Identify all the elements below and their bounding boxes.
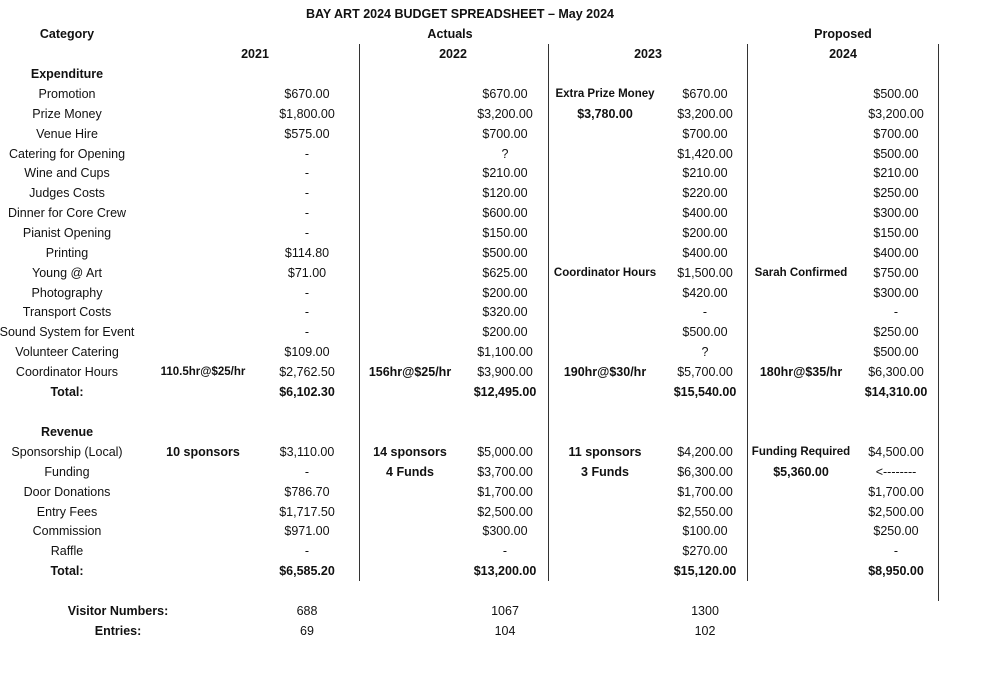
year-header-2024: 2024 (829, 47, 857, 61)
value-cell: $3,900.00 (477, 364, 533, 379)
value-cell: - (702, 305, 708, 320)
note-cell: 156hr@$25/hr (368, 364, 452, 379)
row-label: Young @ Art (32, 265, 102, 280)
value-cell: - (304, 225, 310, 240)
value-cell: ? (701, 345, 709, 360)
row-label: Venue Hire (36, 126, 98, 141)
row-label: Dinner for Core Crew (7, 206, 127, 221)
value-cell: $3,110.00 (279, 445, 335, 459)
value-cell: $15,540.00 (673, 385, 737, 399)
value-cell: $1,800.00 (279, 106, 335, 121)
column-divider (747, 44, 748, 581)
value-cell: $4,500.00 (868, 445, 924, 459)
note-cell: 3 Funds (581, 464, 629, 479)
value-cell: $6,300.00 (868, 364, 924, 379)
value-cell: $420.00 (682, 285, 728, 300)
row-label: Catering for Opening (8, 146, 126, 161)
value-cell: $700.00 (482, 126, 528, 141)
value-cell: $250.00 (873, 186, 919, 201)
note-cell: $5,360.00 (773, 464, 829, 479)
stat-value: 1300 (691, 604, 719, 618)
year-header-2021: 2021 (241, 47, 269, 61)
value-cell: $575.00 (284, 126, 330, 141)
value-cell: $2,500.00 (477, 504, 533, 519)
row-label: Sponsorship (Local) (11, 445, 123, 459)
value-cell: $500.00 (873, 146, 919, 161)
value-cell: $120.00 (482, 186, 528, 201)
value-cell: - (304, 186, 310, 201)
value-cell: $5,700.00 (677, 364, 733, 379)
value-cell: $400.00 (682, 245, 728, 260)
value-cell: - (304, 325, 310, 340)
row-label: Promotion (38, 87, 96, 101)
value-cell: $625.00 (482, 265, 528, 280)
value-cell: $8,950.00 (868, 564, 924, 578)
row-label: Wine and Cups (24, 166, 110, 181)
value-cell: - (304, 206, 310, 221)
value-cell: $200.00 (682, 225, 728, 240)
value-cell: $1,100.00 (477, 345, 533, 360)
note-cell: Extra Prize Money (555, 88, 655, 100)
value-cell: $670.00 (682, 87, 728, 101)
stat-value: 1067 (491, 604, 519, 618)
value-cell: $3,200.00 (677, 106, 733, 121)
value-cell: $109.00 (284, 345, 330, 360)
value-cell: $600.00 (482, 206, 528, 221)
stat-label: Visitor Numbers: (67, 604, 169, 618)
value-cell: $1,700.00 (868, 484, 924, 499)
revenue-section-label: Revenue (40, 425, 94, 439)
note-cell: 4 Funds (386, 464, 434, 479)
stat-value: 69 (300, 624, 314, 638)
value-cell: ? (501, 146, 509, 161)
value-cell: $210.00 (873, 166, 919, 181)
row-label: Printing (45, 245, 89, 260)
row-label: Volunteer Catering (15, 345, 119, 360)
value-cell: $670.00 (482, 87, 528, 101)
proposed-header: Proposed (814, 27, 872, 41)
value-cell: $300.00 (873, 285, 919, 300)
row-label: Transport Costs (22, 305, 112, 320)
note-cell: 110.5hr@$25/hr (160, 365, 246, 378)
value-cell: $971.00 (284, 524, 330, 539)
value-cell: $750.00 (873, 265, 919, 280)
value-cell: - (893, 544, 899, 559)
value-cell: $71.00 (287, 265, 327, 280)
value-cell: $400.00 (682, 206, 728, 221)
value-cell: - (893, 305, 899, 320)
value-cell: $500.00 (682, 325, 728, 340)
column-divider (938, 44, 939, 601)
value-cell: $3,200.00 (477, 106, 533, 121)
value-cell: - (304, 464, 310, 479)
value-cell: $6,102.30 (279, 385, 335, 399)
actuals-header: Actuals (427, 27, 473, 41)
row-label: Total: (50, 564, 84, 578)
row-label: Funding (44, 464, 90, 479)
value-cell: - (304, 544, 310, 559)
value-cell: $100.00 (682, 524, 728, 539)
row-label: Entry Fees (36, 504, 98, 519)
value-cell: - (502, 544, 508, 559)
value-cell: $1,700.00 (477, 484, 533, 499)
row-label: Judges Costs (29, 186, 105, 201)
year-header-2023: 2023 (634, 47, 662, 61)
value-cell: $210.00 (482, 166, 528, 181)
value-cell: $2,550.00 (677, 504, 733, 519)
value-cell: $13,200.00 (473, 564, 537, 578)
value-cell: $15,120.00 (673, 564, 737, 578)
sheet-title: BAY ART 2024 BUDGET SPREADSHEET – May 2024 (306, 7, 614, 21)
note-cell: 190hr@$30/hr (563, 364, 647, 379)
value-cell: $700.00 (682, 126, 728, 141)
value-cell: $500.00 (873, 345, 919, 360)
row-label: Sound System for Event (0, 325, 135, 340)
value-cell: $200.00 (482, 285, 528, 300)
row-label: Photography (31, 285, 103, 300)
note-cell: Coordinator Hours (553, 266, 657, 279)
year-header-2022: 2022 (439, 47, 467, 61)
value-cell: $2,500.00 (868, 504, 924, 519)
value-cell: - (304, 305, 310, 320)
value-cell: $500.00 (873, 87, 919, 101)
value-cell: $700.00 (873, 126, 919, 141)
column-divider (548, 44, 549, 581)
value-cell: $670.00 (284, 87, 330, 101)
note-cell: Funding Required (751, 446, 851, 458)
value-cell: $2,762.50 (279, 364, 335, 379)
note-cell: 11 sponsors (568, 445, 642, 459)
column-divider (359, 44, 360, 581)
stat-label: Entries: (94, 624, 142, 638)
value-cell: $300.00 (873, 206, 919, 221)
value-cell: $220.00 (682, 186, 728, 201)
note-cell: 14 sponsors (373, 445, 447, 459)
value-cell: $200.00 (482, 325, 528, 340)
stat-value: 104 (494, 624, 516, 638)
value-cell: $4,200.00 (677, 445, 733, 459)
value-cell: $250.00 (873, 325, 919, 340)
stat-value: 102 (694, 624, 716, 638)
value-cell: $210.00 (682, 166, 728, 181)
value-cell: $300.00 (482, 524, 528, 539)
category-header: Category (39, 27, 95, 41)
value-cell: $12,495.00 (473, 385, 537, 399)
expenditure-section-label: Expenditure (30, 67, 104, 81)
value-cell: $1,500.00 (677, 265, 733, 280)
note-cell: $3,780.00 (577, 106, 633, 121)
value-cell: $150.00 (873, 225, 919, 240)
value-cell: $786.70 (284, 484, 330, 499)
value-cell: $150.00 (482, 225, 528, 240)
value-cell: $320.00 (482, 305, 528, 320)
value-cell: $250.00 (873, 524, 919, 539)
row-label: Prize Money (32, 106, 102, 121)
row-label: Coordinator Hours (15, 364, 119, 379)
row-label: Commission (32, 524, 102, 539)
value-cell: $3,200.00 (868, 106, 924, 121)
value-cell: $6,300.00 (677, 464, 733, 479)
value-cell: - (304, 146, 310, 161)
value-cell: $1,717.50 (279, 504, 335, 519)
note-cell: 180hr@$35/hr (759, 364, 843, 379)
row-label: Pianist Opening (22, 225, 112, 240)
note-cell: 10 sponsors (166, 445, 240, 459)
value-cell: $500.00 (482, 245, 528, 260)
row-label: Total: (50, 385, 84, 399)
value-cell: $400.00 (873, 245, 919, 260)
value-cell: <-------- (875, 464, 917, 479)
value-cell: - (304, 285, 310, 300)
value-cell: $1,700.00 (677, 484, 733, 499)
value-cell: $14,310.00 (864, 385, 928, 399)
note-cell: Sarah Confirmed (754, 266, 848, 279)
stat-value: 688 (296, 604, 318, 618)
row-label: Raffle (50, 544, 84, 559)
value-cell: $3,700.00 (477, 464, 533, 479)
row-label: Door Donations (23, 484, 111, 499)
value-cell: $270.00 (682, 544, 728, 559)
value-cell: $6,585.20 (279, 564, 335, 578)
value-cell: $1,420.00 (677, 146, 733, 161)
value-cell: $114.80 (284, 245, 330, 260)
value-cell: $5,000.00 (477, 445, 533, 459)
value-cell: - (304, 166, 310, 181)
